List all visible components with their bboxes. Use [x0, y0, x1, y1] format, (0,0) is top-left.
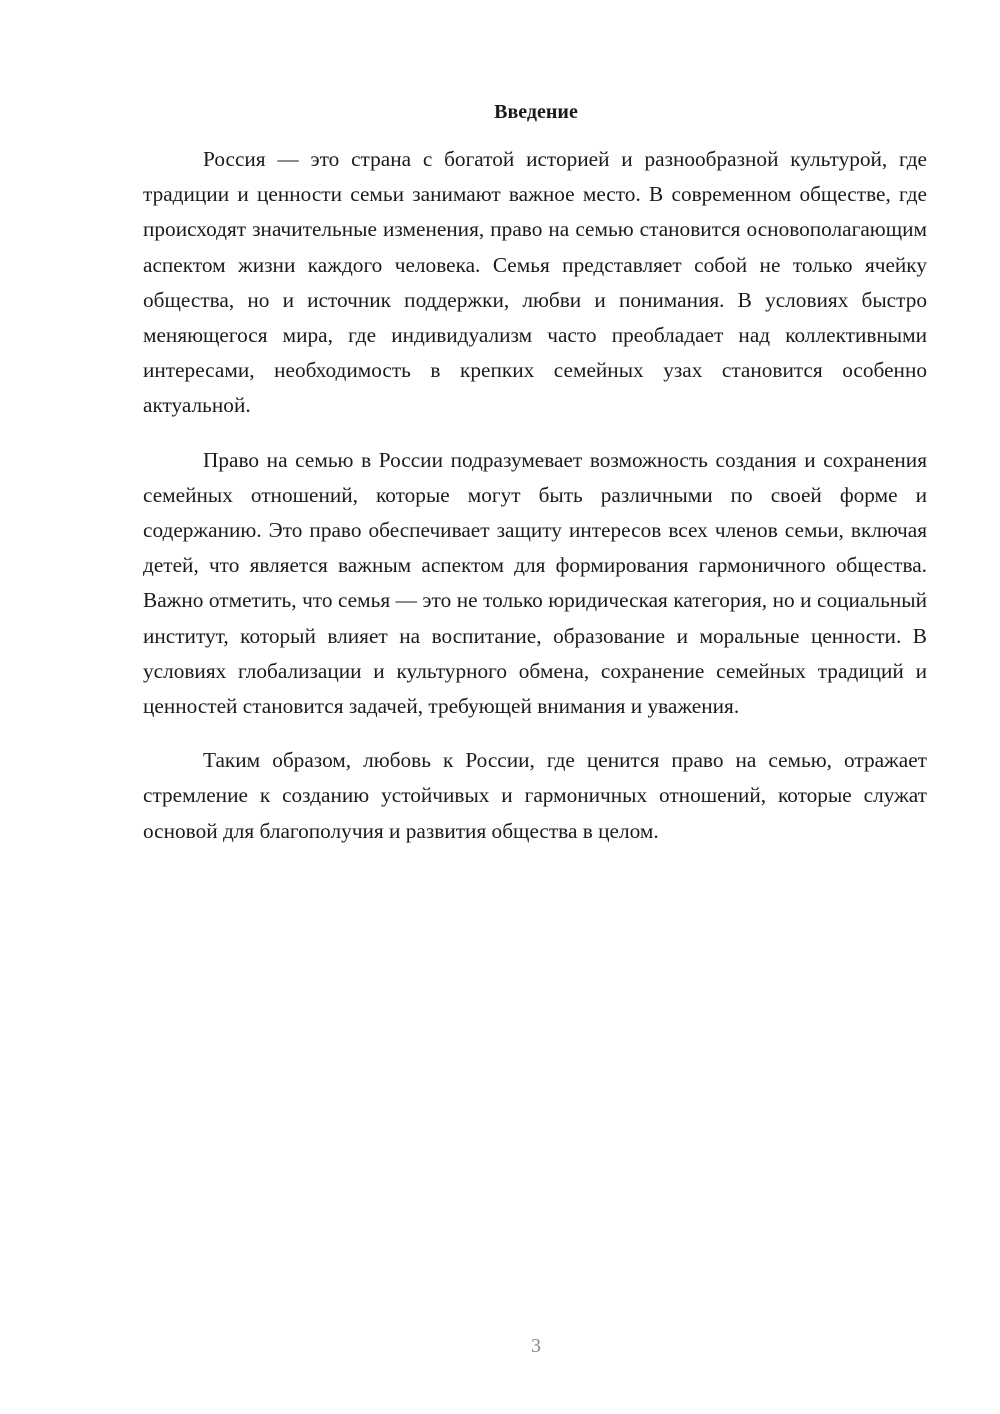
- paragraph-3: Таким образом, любовь к России, где ценится право на семью, отражает стремление к созданию устойчивых и гармоничных отношений, которые служат основой для благополучия и развития общества в целом.: [143, 748, 927, 843]
- document-body: [143, 142, 927, 868]
- page-number: 3: [531, 1335, 541, 1357]
- page-title: Введение: [494, 101, 578, 123]
- paragraph-1: Россия — это страна с богатой историей и разнообразной культурой, где традиции и ценности семьи занимают важное место. В современном обществе, где происходят значительные изменения, право на семью становится основополагающим аспектом жизни каждого человека. Семья представляет собой не только ячейку общества, но и источник поддержки, любви и понимания. В условиях быстро меняющегося мира, где индивидуализм часто преобладает над коллективными интересами, необходимость в крепких семейных узах становится особенно актуальной.: [143, 147, 927, 418]
- paragraph-2: Право на семью в России подразумевает возможность создания и сохранения семейных отношений, которые могут быть различными по своей форме и содержанию. Это право обеспечивает защиту интересов всех членов семьи, включая детей, что является важным аспектом для формирования гармоничного общества. Важно отметить, что семья — это не только юридическая категория, но и социальный институт, который влияет на воспитание, образование и моральные ценности. В условиях глобализации и культурного обмена, сохранение семейных традиций и ценностей становится задачей, требующей внимания и уважения.: [143, 447, 927, 719]
